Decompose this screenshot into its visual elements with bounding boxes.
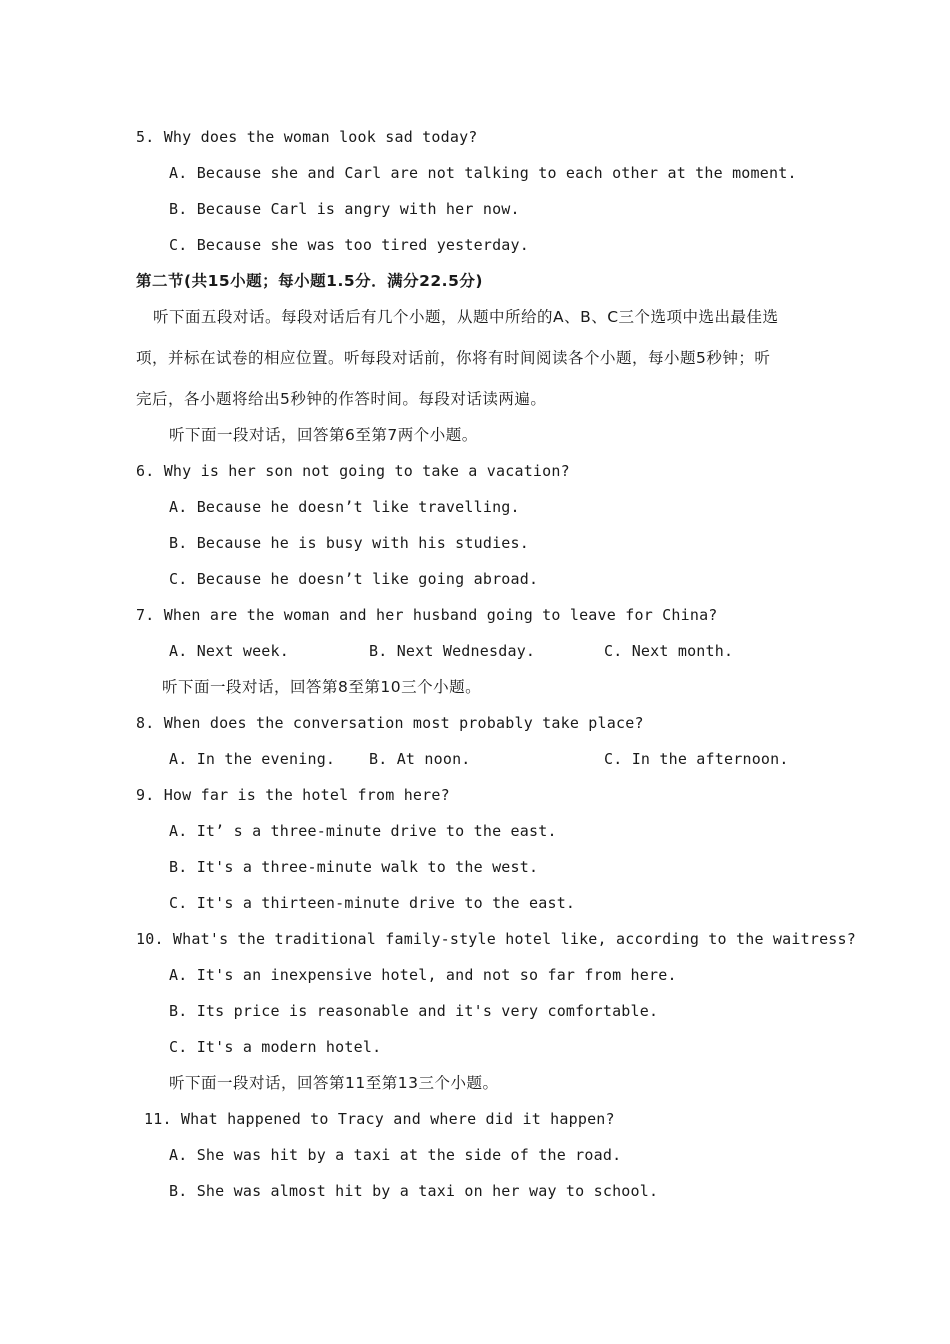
section-2-instructions-line-1: 听下面五段对话。每段对话后有几个小题，从题中所给的A、B、C三个选项中选出最佳选 — [153, 308, 779, 326]
question-6-option-a: A. Because he doesn’t like travelling. — [169, 498, 520, 516]
question-5-option-c: C. Because she was too tired yesterday. — [169, 236, 529, 254]
question-11-option-b: B. She was almost hit by a taxi on her way to school. — [169, 1182, 659, 1200]
question-10-option-a: A. It's an inexpensive hotel, and not so far from here. — [169, 966, 677, 984]
section-2-instructions-line-2: 项，并标在试卷的相应位置。听每段对话前，你将有时间阅读各个小题，每小题5秒钟；听 — [136, 349, 771, 367]
question-7-option-a: A. Next week. — [169, 642, 289, 660]
question-11-option-a: A. She was hit by a taxi at the side of the road. — [169, 1146, 622, 1164]
question-7-option-c: C. Next month. — [604, 642, 734, 660]
dialog-8-10-instruction: 听下面一段对话，回答第8至第10三个小题。 — [162, 678, 482, 696]
question-7-option-b: B. Next Wednesday. — [369, 642, 536, 660]
dialog-11-13-instruction: 听下面一段对话，回答第11至第13三个小题。 — [169, 1074, 499, 1092]
dialog-6-7-instruction: 听下面一段对话，回答第6至第7两个小题。 — [169, 426, 478, 444]
question-5-stem: 5. Why does the woman look sad today? — [136, 128, 478, 146]
question-10-option-b: B. Its price is reasonable and it's very comfortable. — [169, 1002, 659, 1020]
question-10-option-c: C. It's a modern hotel. — [169, 1038, 382, 1056]
question-8-option-b: B. At noon. — [369, 750, 471, 768]
question-6-option-c: C. Because he doesn’t like going abroad. — [169, 570, 539, 588]
question-7-stem: 7. When are the woman and her husband going to leave for China? — [136, 606, 718, 624]
question-8-option-a: A. In the evening. — [169, 750, 336, 768]
question-6-option-b: B. Because he is busy with his studies. — [169, 534, 529, 552]
section-2-instructions-line-3: 完后，各小题将给出5秒钟的作答时间。每段对话读两遍。 — [136, 390, 547, 408]
question-8-option-c: C. In the afternoon. — [604, 750, 789, 768]
question-6-stem: 6. Why is her son not going to take a vacation? — [136, 462, 570, 480]
question-8-stem: 8. When does the conversation most probably take place? — [136, 714, 644, 732]
question-9-option-a: A. It’ s a three-minute drive to the east. — [169, 822, 557, 840]
question-9-stem: 9. How far is the hotel from here? — [136, 786, 450, 804]
question-5-option-a: A. Because she and Carl are not talking to each other at the moment. — [169, 164, 797, 182]
question-9-option-c: C. It's a thirteen-minute drive to the east. — [169, 894, 576, 912]
question-5-option-b: B. Because Carl is angry with her now. — [169, 200, 520, 218]
question-9-option-b: B. It's a three-minute walk to the west. — [169, 858, 539, 876]
question-11-stem: 11. What happened to Tracy and where did it happen? — [144, 1110, 615, 1128]
section-2-heading: 第二节(共15小题；每小题1.5分．满分22.5分) — [136, 272, 483, 290]
question-10-stem: 10. What's the traditional family-style hotel like, according to the waitress? — [136, 930, 856, 948]
